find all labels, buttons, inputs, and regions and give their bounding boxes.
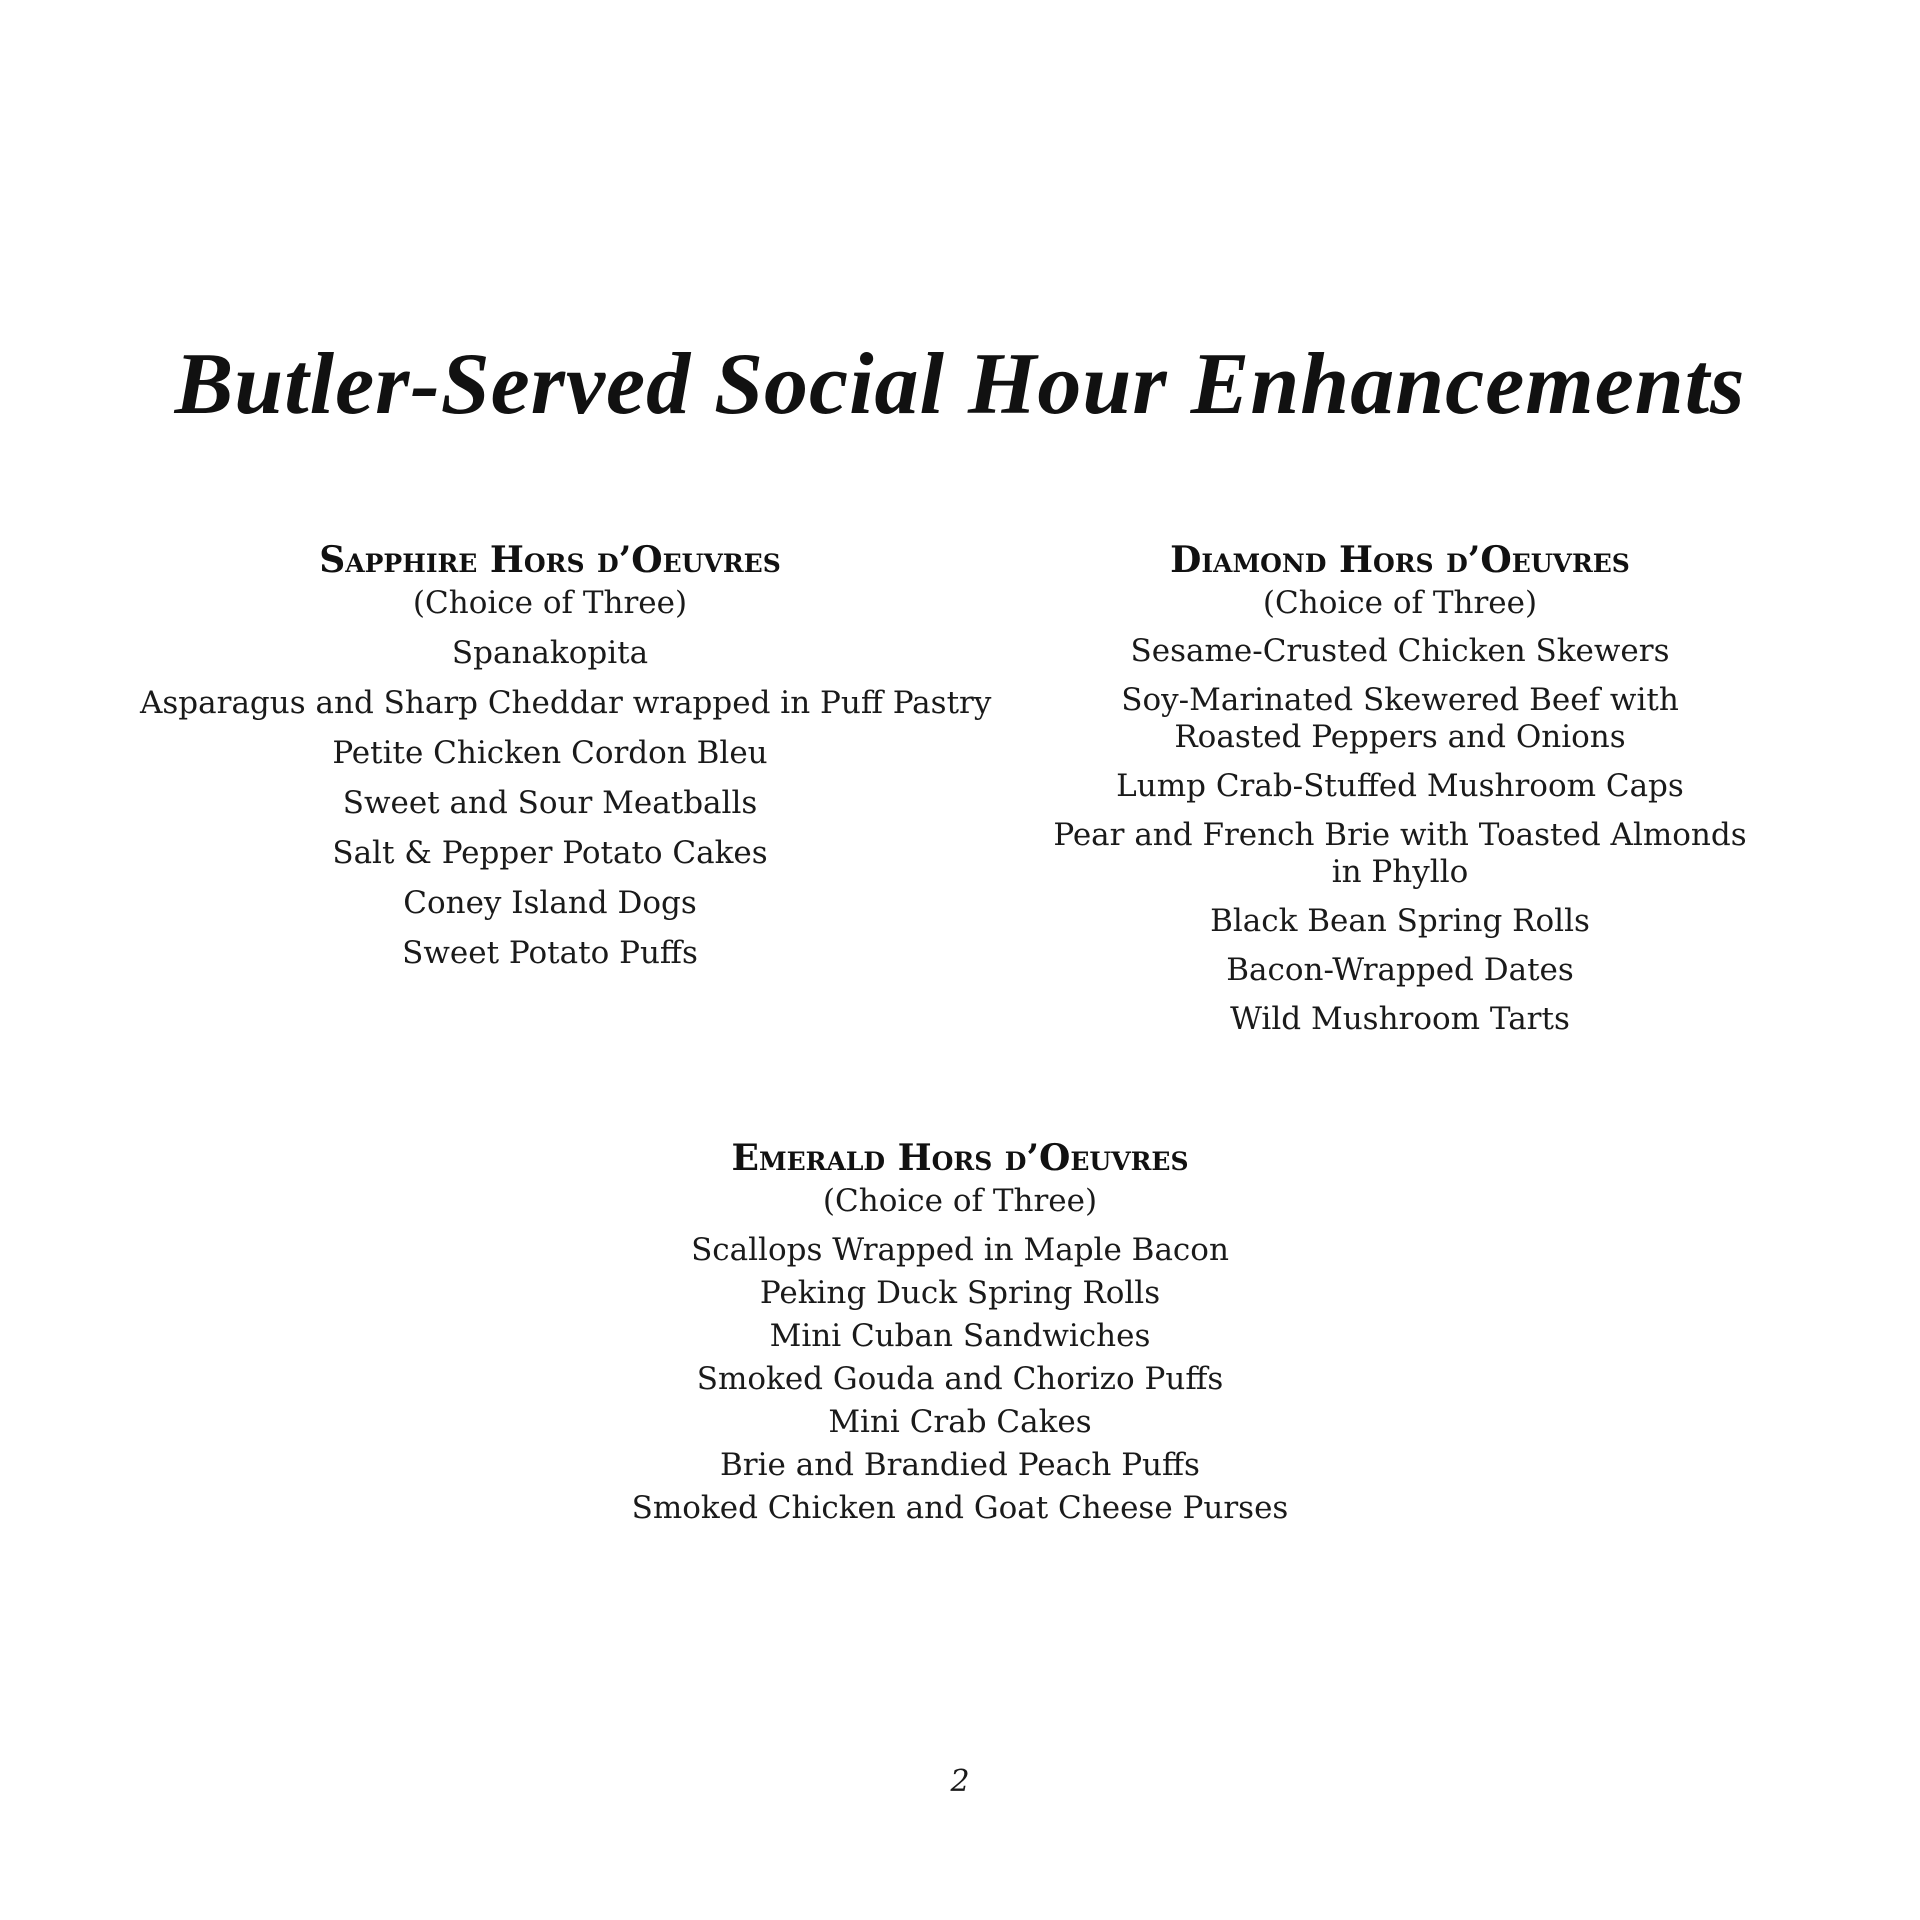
menu-item: Spanakopita bbox=[451, 635, 649, 671]
menu-item: Bacon-Wrapped Dates bbox=[1226, 952, 1574, 988]
menu-item: Salt & Pepper Potato Cakes bbox=[332, 835, 768, 871]
menu-item: Sweet and Sour Meatballs bbox=[342, 785, 758, 821]
menu-item: Brie and Brandied Peach Puffs bbox=[720, 1447, 1200, 1483]
menu-item: Coney Island Dogs bbox=[403, 885, 697, 921]
menu-item: Smoked Gouda and Chorizo Puffs bbox=[696, 1361, 1224, 1397]
menu-item: Black Bean Spring Rolls bbox=[1210, 903, 1590, 939]
diamond-section bbox=[1000, 537, 1800, 1050]
menu-item: Soy-Marinated Skewered Beef with Roasted Peppers and Onions bbox=[1121, 682, 1679, 755]
menu-item: Wild Mushroom Tarts bbox=[1230, 1001, 1570, 1037]
sapphire-section bbox=[140, 537, 992, 983]
menu-item: Scallops Wrapped in Maple Bacon bbox=[691, 1232, 1229, 1268]
menu-item: Peking Duck Spring Rolls bbox=[759, 1275, 1161, 1311]
menu-item: Smoked Chicken and Goat Cheese Purses bbox=[631, 1490, 1289, 1526]
section-title: Emerald Hors d’Oeuvres bbox=[731, 1137, 1189, 1179]
menu-item: Sweet Potato Puffs bbox=[402, 935, 698, 971]
menu-item-list bbox=[560, 1229, 1360, 1530]
section-subtitle: (Choice of Three) bbox=[1262, 585, 1538, 621]
section-subtitle: (Choice of Three) bbox=[822, 1183, 1098, 1219]
menu-item: Asparagus and Sharp Cheddar wrapped in Puff Pastry bbox=[140, 685, 992, 721]
menu-item: Sesame-Crusted Chicken Skewers bbox=[1130, 633, 1670, 669]
menu-item: Lump Crab-Stuffed Mushroom Caps bbox=[1116, 768, 1684, 804]
menu-item: Mini Cuban Sandwiches bbox=[769, 1318, 1151, 1354]
menu-item: Pear and French Brie with Toasted Almonds in Phyllo bbox=[1053, 817, 1747, 890]
menu-item-list bbox=[1000, 633, 1800, 1038]
section-subtitle: (Choice of Three) bbox=[412, 585, 688, 621]
page-number: 2 bbox=[950, 1764, 970, 1799]
section-title: Sapphire Hors d’Oeuvres bbox=[319, 539, 781, 581]
emerald-section bbox=[560, 1135, 1360, 1530]
menu-item: Mini Crab Cakes bbox=[828, 1404, 1092, 1440]
menu-item: Petite Chicken Cordon Bleu bbox=[332, 735, 768, 771]
page-title: Butler-Served Social Hour Enhancements bbox=[174, 336, 1746, 433]
menu-item-list bbox=[140, 633, 992, 973]
section-title: Diamond Hors d’Oeuvres bbox=[1170, 539, 1630, 581]
